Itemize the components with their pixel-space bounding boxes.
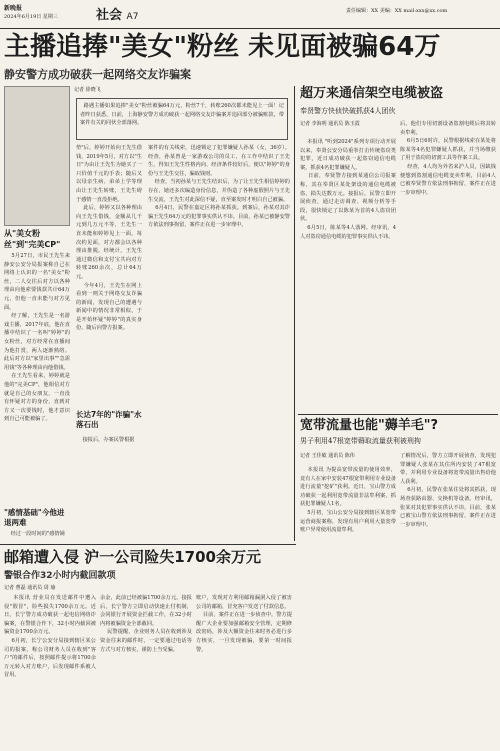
story-b-subhead: 奉贤警方快侦快破抓获4人团伙	[300, 107, 396, 115]
main-subtitle-2: "感情基础"今他进退两难	[4, 508, 65, 527]
story-d-column-3: 账户，发现对方利用邮箱漏洞入侵了被害公司的邮箱，冒充客户发送了付款信息。 目前，案件正在进一步侦查中。警方提醒广大企业要加强邮箱安全管理，定期修改密码，涉及大额资金往来时务必进行多方核实，一旦发现被骗，要第一时间报警。	[196, 595, 292, 653]
editor-line: 责任编辑：XX 美编：XX mail:xxx@xx.com	[346, 8, 448, 14]
main-headline: 主播追捧"美女"粉丝 未见面被骗64万	[4, 32, 441, 62]
main-photo	[4, 86, 70, 226]
section-title: 社会 A7	[96, 8, 139, 23]
story-c-reporter: 记者 王佳敏 通讯员 陈伟	[300, 453, 355, 459]
main-subhead: 静安警方成功破获一起网络交友诈骗案	[4, 68, 191, 81]
story-d-reporter: 记者 曹磊 通讯员 周 瑜	[4, 585, 56, 591]
header-rule	[0, 28, 500, 29]
main-column-2b: 接报后，办案民警根据	[76, 437, 135, 443]
column-divider	[294, 86, 295, 541]
story-d-column-2: 余金，此前已经被骗1700余万元。接报后，长宁警方立即启动快速止付机制，会同银行开展资金拦截工作，在32小时内将被骗资金全部截回。 民警提醒，企业财务人员在收到涉及资金往来的邮件时，一定要通过电话等方式与对方核实，谨防上当受骗。	[100, 595, 192, 653]
main-column-2: 垫"后，婷婷开始向王先生借钱，2019年5月，对方以"生日"为由让王先生为她买了一只价值千元的手表；随后又以母亲生病、弟弟上学等理由让王先生转账，王先生碍于感情一直没拒绝。 此后，婷婷又以各种理由向王先生借钱，金额从几千元到几万元不等，王先生一直未能和婷婷见上一面，每次约见面，对方都会以各种理由推脱。经统计，王先生通过微信和支付宝共向对方转账260余次，总计64万元。 今年4月，王先生在网上看到一则关于网络交友诈骗的新闻，发现自己的遭遇与新闻中的情况非常相似，于是开始怀疑"婷婷"的真实身份，随后向警方报案。	[76, 145, 142, 332]
issue-date: 2024年6月19日 星期三	[4, 14, 58, 20]
story-c-headline: 宽带流量也能"薅羊毛"?	[300, 418, 439, 433]
story-d-subhead: 警银合作32小时内截回款项	[4, 571, 116, 581]
story-c-column-2: 了解情况后，警方立即开展侦查，发现犯罪嫌疑人张某在其住所内安装了47根宽带，并利用专业设备将宽带流量出售给他人获利。 6月初，民警在张某住处将其抓获，现场查获路由器、交换机等设备。经审讯，张某对其犯罪事实供认不讳，目前，张某已被宝山警方依法刑事拘留，案件正在进一步审理中。	[400, 453, 496, 528]
story-d-column-1: 本报讯 营业员在发送邮件中遭入侵"假冒"，险些损失1700余万元。近日，长宁警方成功破获一起电信网络诈骗案，在警银合作下，32小时内截回被骗资金1700余万元。 6月初，长宁公安分局接到辖区某公司的报案，称公司财务人员在收到"客户"的邮件后，按照邮件提示将1700余万元转入对方账户，后发现邮件系被人冒用。	[4, 595, 96, 679]
main-reporter: 记者 徐晓飞	[74, 87, 101, 93]
story-b-rule	[298, 414, 498, 415]
main-column-1b: 经过一段时间的"感情铺	[4, 531, 65, 537]
story-b-column-2: 后，他们专用切割设备盗割电缆后将其转卖牟利。 6月5日6时许，民警根据线索在某处将陈某等4名犯罪嫌疑人抓获，并当场缴获了用于盗窃的切割工具等作案工具。 经查，4人均为外省来沪人员，因缺钱便想到盗割通信电缆变卖牟利，目前4人已被奉贤警方依法刑事拘留，案件正在进一步审理中。	[400, 121, 496, 196]
main-summary-box: 路遇主播如果追捧"美女"粉丝被骗64万元，粉丝7千，转账260次都未能见上一面！记者昨日获悉，日前，上海静安警方成功破获一起网络交友诈骗案并追回部分被骗赃款，带案件有关的同伙全部落网。	[76, 98, 288, 140]
story-b-reporter: 记者 李海明 通讯员 陈玉霞	[300, 121, 360, 127]
main-column-1: 5月27日，市民王先生来静安公安分局报案称自己在网络上认识的一名"美女"粉丝，二人交往后对方以各种理由向他索要钱款共计64万元，但他一直未能与对方见面。 经了解，王先生是一名游戏主播，2017年底，他在直播中结识了一名叫"婷婷"的女粉丝，对方经常在直播间为他打赏，两人逐渐熟络。此后对方以"家里出事""急需用钱"等各种理由向他借钱。 在王先生看来，婷婷就是他的"完美CP"，他相信对方就是自己的女朋友，一直没有怀疑对方的身份，直到对方又一次要钱时，他才意识到自己可能被骗了。	[4, 253, 70, 423]
main-sidebar-title: 从"美女粉丝"到"完美CP"	[4, 229, 61, 249]
story-c-column-1: 本报讯 为提高宽带流量的使用效率，竟有人在家中安装47根宽带利用专业设备进行流量"挖矿"获利。近日，宝山警方成功破获一起利用宽带流量非法牟利案，抓获犯罪嫌疑人1名。 5月初，宝山公安分局接到辖区某宽带运营商报案称，发现有用户利用大量宽带账户异常使用流量牟利。	[300, 467, 396, 534]
story-d-rule	[0, 544, 296, 545]
page-header	[0, 0, 500, 28]
story-b-column-1: 本报讯 "听到2024"系列专项行动开展以来，奉贤公安分局重拳打击传统盗窃类犯罪，近日成功破获一起盗窃通信电缆案，抓获4名犯罪嫌疑人。 日前，奉贤警方接到某通信公司报案称，其在奉贤区某处架设的通信电缆被盗，损失达数万元。接报后，民警立即开展侦查，通过走访调查、视频分析等手段，很快锁定了以陈某为首的4人盗窃团伙。 6月5日，陈某等4人落网。经审讯，4人对盗窃通信电缆的犯罪事实供认不讳。	[300, 139, 396, 240]
main-subtitle-3: 长达7年的"诈骗"水落石出	[76, 410, 142, 429]
main-column-3: 案件的有关线索，迅速锁定了犯罪嫌疑人孙某（女，36岁）。经查，孙某曾是一家游戏公司的员工，在工作中结识了王先生，得知王先生性格内向、经济条件较好后，便以"婷婷"的身份与王先生交往，骗取钱财。 经查，当初孙某与王先生结识后，为了让王先生相信婷婷的存在，她还多次编造身份信息，并伪造了各种虚假照片与王先生交流，王先生对此深信不疑，直至案发时才明白自己被骗。 6月4日，民警在嘉定区将孙某抓获。到案后，孙某对其诈骗王先生64万元的犯罪事实供认不讳。目前，孙某已被静安警方依法刑事拘留，案件正在进一步审理中。	[148, 145, 290, 229]
story-b-headline: 超万来通信架空电缆被盗	[300, 86, 444, 101]
paper-name: 新晚报	[4, 5, 23, 12]
story-d-headline: 邮箱遭入侵 沪一公司险失1700余万元	[4, 548, 261, 566]
story-c-subhead: 男子利用47根宽带薅取流量获利被刑拘	[300, 437, 421, 445]
